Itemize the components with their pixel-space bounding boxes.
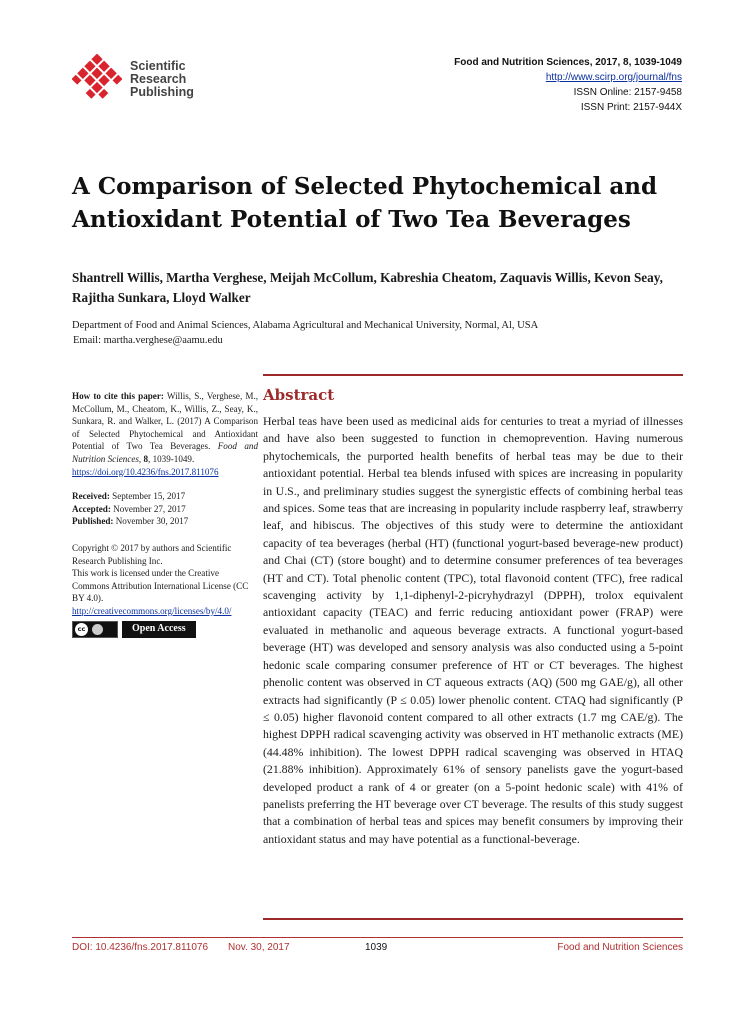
affiliation-block (72, 318, 692, 348)
cite-journal: Food and Nutrition Sciences, (72, 441, 258, 464)
license-text: This work is licensed under the Creative Commons Attribution International License (CC BY 4.0). (72, 568, 249, 604)
abstract-top-rule (263, 374, 683, 376)
published-label: Published: (72, 516, 114, 527)
article-title: A Comparison of Selected Phytochemical and Antioxidant Potential of Two Tea Beverages (72, 173, 658, 233)
publisher-name-line: Research (130, 71, 187, 86)
sidebar (72, 390, 258, 638)
abstract-bottom-rule (263, 918, 683, 920)
doi-link[interactable]: https://doi.org/10.4236/fns.2017.811076 (72, 466, 219, 477)
publisher-name (130, 60, 194, 99)
cite-label: How to cite this paper: (72, 391, 164, 401)
copyright-text: Copyright © 2017 by authors and Scientific Research Publishing Inc. (72, 542, 232, 566)
published-value: November 30, 2017 (115, 516, 189, 527)
cite-pages: , 1039-1049. (148, 453, 195, 464)
cite-volume: 8 (143, 453, 149, 464)
journal-info (454, 55, 682, 115)
contact-email: Email: martha.verghese@aamu.edu (73, 335, 223, 346)
dates-block (72, 490, 258, 528)
footer-date: Nov. 30, 2017 (228, 942, 290, 953)
page-number: 1039 (365, 942, 388, 953)
publisher-name-line: Scientific (130, 58, 186, 73)
issn-online: ISSN Online: 2157-9458 (573, 87, 682, 98)
accepted-value: November 27, 2017 (113, 503, 186, 514)
journal-url-link[interactable]: http://www.scirp.org/journal/fns (545, 72, 682, 83)
copyright-block (72, 542, 258, 638)
received-date (72, 490, 258, 503)
journal-citation: Food and Nutrition Sciences, 2017, 8, 1039-1049 (454, 57, 682, 68)
open-access-badge: Open Access (122, 621, 196, 638)
accepted-date (72, 503, 258, 516)
author-list: Shantrell Willis, Martha Verghese, Meijah McCollum, Kabreshia Cheatom, Zaquavis Willis, Kevon Seay, Rajitha Sunkara, Lloyd Walker (72, 270, 663, 305)
cc-icon: cc (75, 623, 88, 636)
cc-by-badge[interactable] (72, 621, 118, 638)
publisher-logo (72, 54, 194, 104)
affiliation: Department of Food and Animal Sciences, Alabama Agricultural and Mechanical University, Normal, Al, USA (72, 320, 539, 331)
abstract-heading: Abstract (263, 386, 335, 404)
attribution-icon (92, 624, 103, 635)
accepted-label: Accepted: (72, 503, 111, 514)
footer-doi: DOI: 10.4236/fns.2017.811076 (72, 942, 209, 953)
publisher-logo-icon (72, 54, 122, 104)
cite-text: Willis, S., Verghese, M., McCollum, M., Cheatom, K., Willis, Z., Seay, K., Sunkara, R. and Walker, L. (2017) A Comparison of Selected Phytochemical and Antioxidant Potential of Two Tea Beverages. (72, 391, 259, 452)
abstract-text: Herbal teas have been used as medicinal aids for centuries to treat a myriad of illnesses and have also been suggested to function in chemoprevention. Having numerous phytochemicals, the purported health benefits of herbal teas may be due to their antioxidant potential. Herbal tea blends infused with spices are increasing in popularity in U.S., and preliminary studies suggest the synergistic effects of combining herbal teas and spices. Some teas that are increasing in popularity include raspberry leaf, strawberry leaf, and hibiscus. The objectives of this study were to determine the antioxidant capacity of tea beverages (herbal (HT) (functional yogurt-based beverage-new product) and Chai (CT) (store bought) and to determine consumer preferences of tea beverages (HT and CT). Total phenolic content (TPC), total flavonoid content (TFC), free radical scavenging activity by 1,1-diphenyl-2-picryhydrazyl (DPPH), trolox equivalent antioxidant capacity (TEAC) and ferric reducing antioxidant power (FRAP) were evaluated in methanolic and aqueous beverage extracts. A functional yogurt-based beverage (HT) was developed and sensory analysis was also conducted using a 5-point hedonic scale comparing consumer preference of HT or CT beverages. The highest phenolic content was observed in CT aqueous extracts (AQ) (500 mg GAE/g), all other extracts had significantly (P ≤ 0.05) lower phenolic content. CTAQ had significantly (P ≤ 0.05) higher flavonoid content compared to all other extracts (1.7 mg CAE/g). The highest DPPH radical scavenging activity was observed in HT methanolic extracts (ME) (44.48% inhibition). The lowest DPPH radical scavenging was observed in HTAQ (21.88% inhibition). Approximately 61% of sensory panelists gave the yogurt-based developed product a rank of 4 or greater (on a 5-point hedonic scale) with 41% of panelists preferring the HT beverage over CT beverage. The results of this study suggest that a combination of herbal teas and spices may benefit consumers by improving their antioxidant status and may have potential as a functional-beverage. (263, 414, 683, 846)
footer-rule (72, 937, 683, 938)
license-link[interactable]: http://creativecommons.org/licenses/by/4.0/ (72, 605, 232, 616)
received-value: September 15, 2017 (112, 491, 186, 502)
citation-block (72, 390, 258, 478)
license-badges (72, 621, 258, 638)
published-date (72, 515, 258, 528)
footer-journal: Food and Nutrition Sciences (557, 942, 683, 953)
issn-print: ISSN Print: 2157-944X (580, 102, 682, 113)
received-label: Received: (72, 491, 110, 502)
publisher-name-line: Publishing (130, 84, 194, 99)
